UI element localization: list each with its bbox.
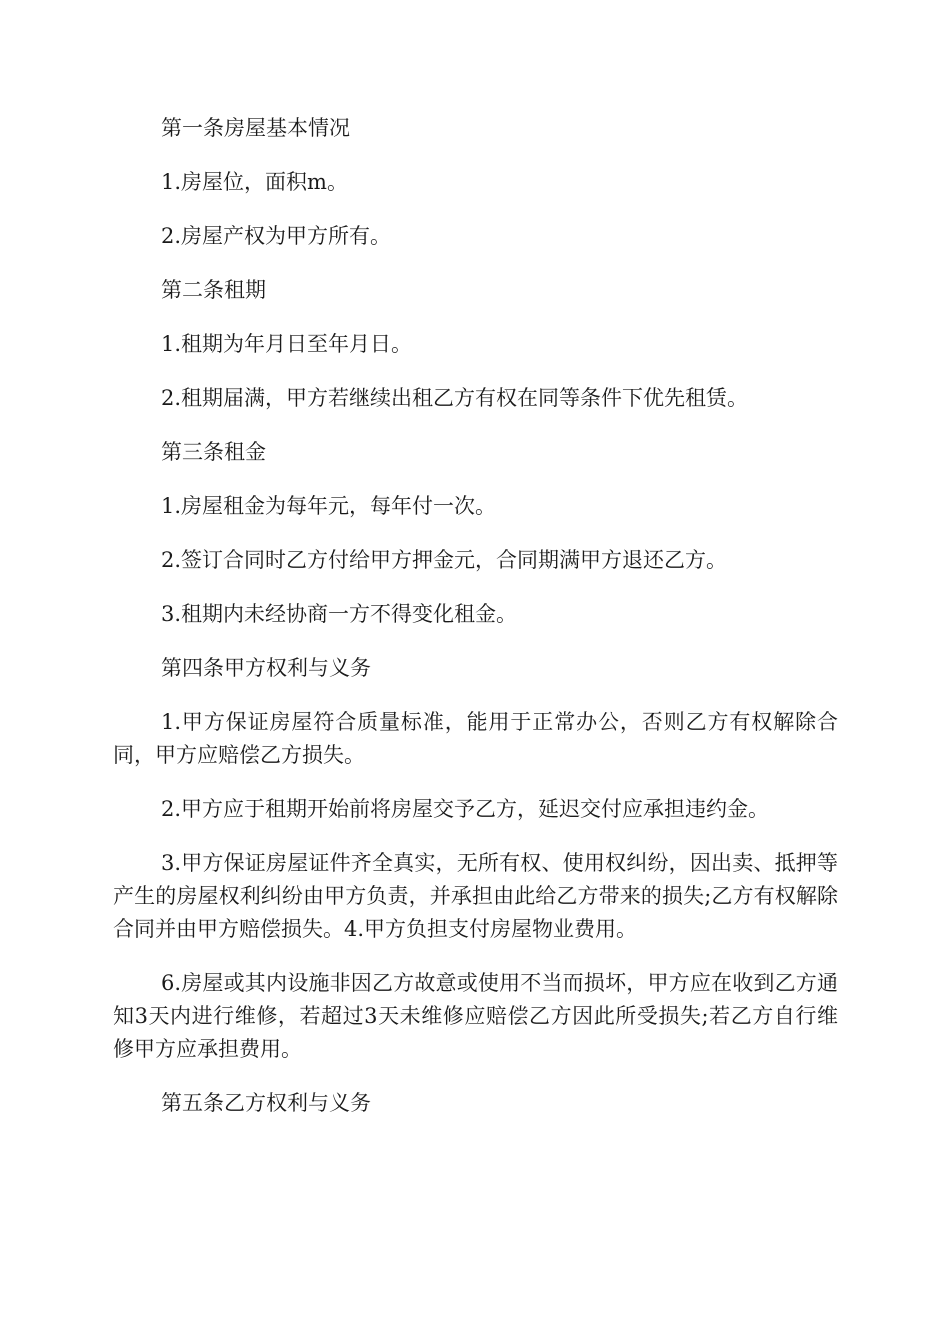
article-2-heading: 第二条租期 xyxy=(161,278,266,302)
article-4-clause-1: 1.甲方保证房屋符合质量标准，能用于正常办公，否则乙方有权解除合同，甲方应赔偿乙方损失。 xyxy=(113,710,838,767)
article-4-heading: 第四条甲方权利与义务 xyxy=(161,656,371,680)
article-5-heading: 第五条乙方权利与义务 xyxy=(161,1091,371,1115)
article-4-clause-6: 6.房屋或其内设施非因乙方故意或使用不当而损坏，甲方应在收到乙方通知3天内进行维修，若超过3天未维修应赔偿乙方因此所受损失;若乙方自行维修甲方应承担费用。 xyxy=(113,971,838,1061)
article-2-clause-1: 1.租期为年月日至年月日。 xyxy=(161,332,413,356)
article-3-clause-2: 2.签订合同时乙方付给甲方押金元，合同期满甲方退还乙方。 xyxy=(161,548,728,572)
article-4-clause-2: 2.甲方应于租期开始前将房屋交予乙方，延迟交付应承担违约金。 xyxy=(161,797,770,821)
article-1-clause-2: 2.房屋产权为甲方所有。 xyxy=(161,224,392,248)
article-4-clause-3: 3.甲方保证房屋证件齐全真实，无所有权、使用权纠纷，因出卖、抵押等产生的房屋权利纠纷由甲方负责，并承担由此给乙方带来的损失;乙方有权解除合同并由甲方赔偿损失。4.甲方负担支付房屋物业费用。 xyxy=(113,851,838,941)
article-3-heading: 第三条租金 xyxy=(161,440,266,464)
article-1-clause-1: 1.房屋位，面积m。 xyxy=(161,170,348,194)
document-body xyxy=(113,112,838,1141)
article-2-clause-2: 2.租期届满，甲方若继续出租乙方有权在同等条件下优先租赁。 xyxy=(161,386,749,410)
article-3-clause-3: 3.租期内未经协商一方不得变化租金。 xyxy=(161,602,518,626)
article-3-clause-1: 1.房屋租金为每年元，每年付一次。 xyxy=(161,494,497,518)
article-1-heading: 第一条房屋基本情况 xyxy=(161,116,350,140)
